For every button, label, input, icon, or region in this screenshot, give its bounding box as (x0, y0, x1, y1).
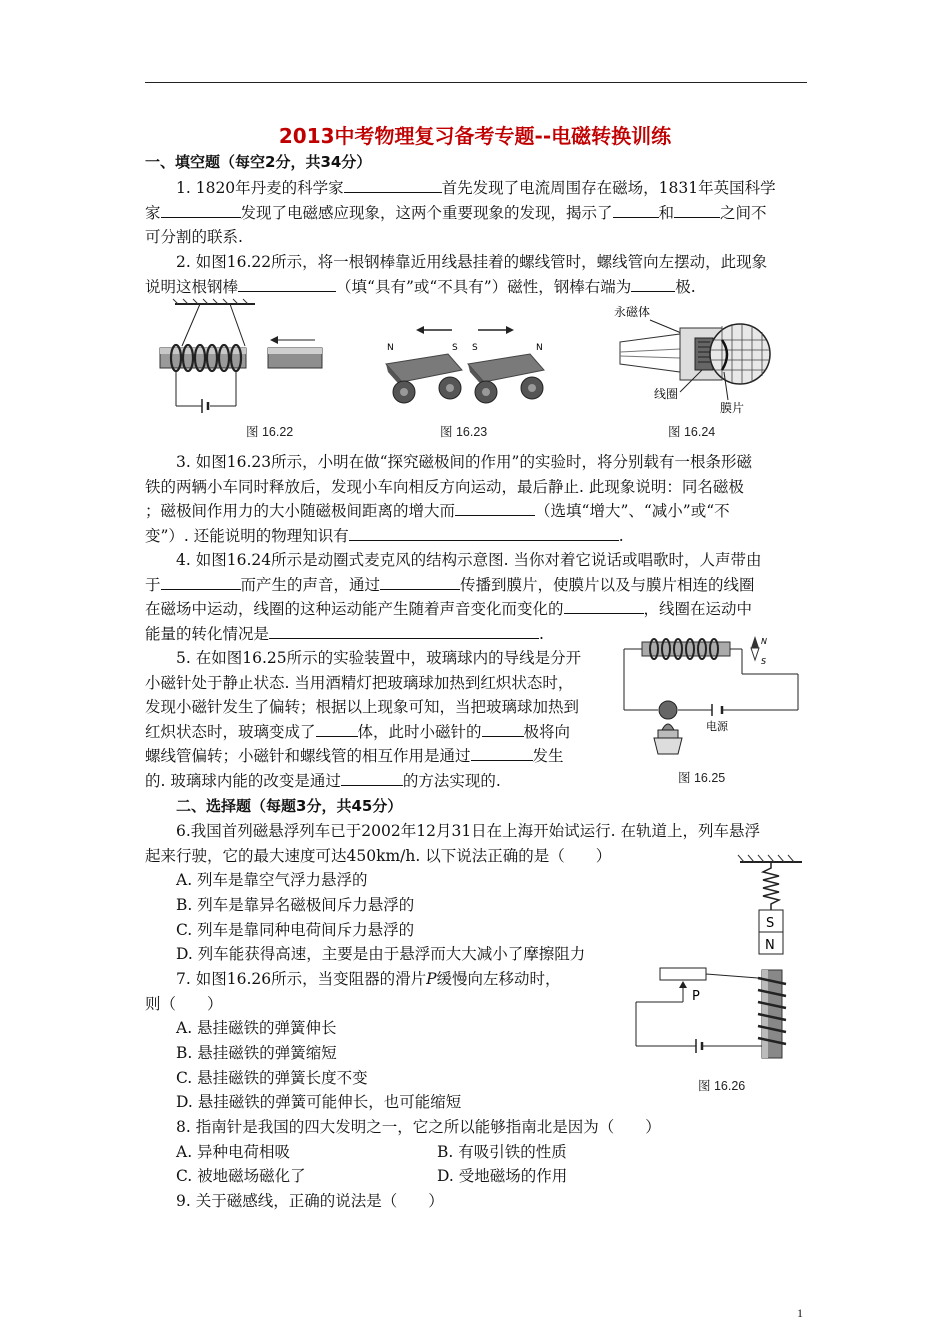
page-number: 1 (797, 1306, 803, 1320)
section-heading-multiple-choice: 二、选择题（每题3分，共45分） (176, 797, 403, 815)
question-7-option-d: D. 悬挂磁铁的弹簧可能伸长，也可能缩短 (176, 1093, 462, 1111)
blank (269, 622, 539, 639)
question-8-option-c: C. 被地磁场磁化了 (176, 1167, 306, 1185)
question-5-line-4 (145, 720, 570, 744)
blank (316, 720, 358, 737)
question-6-line-1: 6.我国首列磁悬浮列车已于2002年12月31日在上海开始试运行. 在轨道上，列车悬浮 (176, 822, 761, 840)
figure-16-26-spring-magnet-circuit (630, 854, 810, 1068)
text: 和 (658, 204, 675, 222)
question-4-line-2 (145, 573, 755, 597)
figure-16-23-magnet-carts (382, 322, 552, 417)
question-5-line-6 (145, 769, 501, 793)
magnet-s-label: S (766, 916, 775, 931)
blank (238, 275, 336, 292)
label-diaphragm: 膜片 (720, 401, 745, 415)
text: ，线圈在运动中 (643, 600, 753, 618)
question-6-line-2: 起来行驶，它的最大速度可达450km/h. 以下说法正确的是（ ） (145, 847, 612, 865)
text: 极将向 (523, 723, 571, 741)
figure-16-25-caption: 图 16.25 (678, 771, 726, 785)
section-heading-fill-blank: 一、填空题（每空2分，共34分） (145, 153, 372, 171)
question-4-line-3 (145, 597, 752, 621)
text: 体，此时小磁针的 (357, 723, 482, 741)
question-5-line-5 (145, 744, 564, 768)
text: 缓慢向左移动时， (436, 970, 561, 988)
text: 于 (145, 576, 161, 594)
label-n-left: N (387, 343, 394, 353)
question-9-line-1: 9. 关于磁感线，正确的说法是（ ） (176, 1192, 444, 1210)
question-8-line-1: 8. 指南针是我国的四大发明之一，它之所以能够指南北是因为（ ） (176, 1118, 661, 1136)
figure-16-26-caption: 图 16.26 (698, 1079, 746, 1093)
text: 的. 玻璃球内能的改变是通过 (145, 772, 341, 790)
question-8-option-a: A. 异种电荷相吸 (176, 1143, 291, 1161)
text: 发现了电磁感应现象，这两个重要现象的发现，揭示了 (240, 204, 613, 222)
question-1-line-2 (145, 201, 767, 225)
text: 的方法实现的. (402, 772, 501, 790)
blank (161, 573, 241, 590)
blank (349, 524, 619, 541)
question-3-line-1: 3. 如图16.23所示，小明在做“探究磁极间的作用”的实验时，将分别载有一根条形磁 (176, 453, 752, 471)
question-6-option-a: A. 列车是靠空气浮力悬浮的 (176, 871, 368, 889)
question-7-option-b: B. 悬挂磁铁的弹簧缩短 (176, 1044, 337, 1062)
question-3-line-3 (145, 499, 730, 523)
question-7-option-c: C. 悬挂磁铁的弹簧长度不变 (176, 1069, 368, 1087)
needle-n-label: N (761, 637, 767, 646)
question-5-line-2: 小磁针处于静止状态. 当用酒精灯把玻璃球加热到红炽状态时， (145, 674, 574, 692)
text: . (539, 625, 544, 643)
text: 7. 如图16.26所示，当变阻器的滑片 (176, 970, 427, 988)
question-6-option-c: C. 列车是靠同种电荷间斥力悬浮的 (176, 921, 415, 939)
figure-16-25-glass-ball-circuit (618, 634, 806, 762)
header-rule (145, 82, 807, 83)
text: 能量的转化情况是 (145, 625, 270, 643)
text: （填“具有”或“不具有”）磁性，钢棒右端为 (336, 278, 632, 296)
italic-p: P (426, 970, 437, 988)
blank (482, 720, 524, 737)
text: 在磁场中运动，线圈的这种运动能产生随着声音变化而变化的 (145, 600, 564, 618)
text: 发生 (532, 747, 564, 765)
text: 极. (675, 278, 696, 296)
text: （选填“增大”、“减小”或“不 (535, 502, 730, 520)
question-6-option-b: B. 列车是靠异名磁极间斥力悬浮的 (176, 896, 415, 914)
label-s-right: S (472, 343, 478, 353)
figure-16-24-microphone (610, 300, 780, 418)
blank (613, 201, 659, 218)
question-4-line-4 (145, 622, 544, 646)
figure-16-22-solenoid (150, 298, 330, 416)
question-7-line-2: 则（ ） (145, 995, 223, 1013)
label-n-right: N (536, 343, 543, 353)
label-permanent-magnet: 永磁体 (614, 305, 651, 319)
text: 螺线管偏转；小磁针和螺线管的相互作用是通过 (145, 747, 471, 765)
text: 家 (145, 204, 161, 222)
figure-16-24-caption: 图 16.24 (668, 425, 716, 439)
blank (380, 573, 460, 590)
text: ；磁极间作用力的大小随磁极间距离的增大而 (145, 502, 456, 520)
question-3-line-2: 铁的两辆小车同时释放后，发现小车向相反方向运动，最后静止. 此现象说明：同名磁极 (145, 478, 744, 496)
question-3-line-4 (145, 524, 624, 548)
slider-p-label: P (692, 989, 700, 1004)
needle-s-label: S (761, 657, 767, 666)
question-2-line-1: 2. 如图16.22所示，将一根钢棒靠近用线悬挂着的螺线管时，螺线管向左摆动，此现象 (176, 253, 768, 271)
blank (674, 201, 720, 218)
blank (631, 275, 675, 292)
figure-16-23-caption: 图 16.23 (440, 425, 488, 439)
text: 传播到膜片，使膜片以及与膜片相连的线圈 (460, 576, 755, 594)
question-8-option-b: B. 有吸引铁的性质 (437, 1143, 567, 1161)
text: 1. 1820年丹麦的科学家 (176, 179, 344, 197)
question-4-line-1: 4. 如图16.24所示是动圈式麦克风的结构示意图. 当你对着它说话或唱歌时，人声带由 (176, 551, 762, 569)
question-6-option-d: D. 列车能获得高速，主要是由于悬浮而大大减小了摩擦阻力 (176, 945, 586, 963)
page-title: 2013中考物理复习备考专题--电磁转换训练 (278, 124, 672, 148)
text: . (618, 527, 624, 545)
magnet-n-label: N (765, 938, 775, 953)
question-1-line-3: 可分割的联系. (145, 228, 243, 246)
question-1-line-1 (176, 176, 776, 200)
figure-16-22-caption: 图 16.22 (246, 425, 294, 439)
text: 说明这根钢棒 (145, 278, 239, 296)
label-coil: 线圈 (654, 387, 679, 401)
text: 变”）. 还能说明的物理知识有 (145, 527, 349, 545)
blank (471, 744, 533, 761)
question-5-line-3: 发现小磁针发生了偏转；根据以上现象可知，当把玻璃球加热到 (145, 698, 580, 716)
blank (341, 769, 403, 786)
question-8-option-d: D. 受地磁场的作用 (437, 1167, 568, 1185)
blank (564, 597, 644, 614)
label-power-source: 电源 (706, 720, 728, 733)
blank (161, 201, 241, 218)
blank (455, 499, 535, 516)
question-7-option-a: A. 悬挂磁铁的弹簧伸长 (176, 1019, 337, 1037)
question-5-line-1: 5. 在如图16.25所示的实验装置中，玻璃球内的导线是分开 (176, 649, 582, 667)
blank (344, 176, 442, 193)
text: 之间不 (720, 204, 767, 222)
question-7-line-1 (176, 967, 561, 991)
text: 红炽状态时，玻璃变成了 (145, 723, 316, 741)
text: 首先发现了电流周围存在磁场，1831年英国科学 (441, 179, 776, 197)
text: 而产生的声音，通过 (240, 576, 381, 594)
question-2-line-2 (145, 275, 696, 299)
label-s-left: S (452, 343, 458, 353)
